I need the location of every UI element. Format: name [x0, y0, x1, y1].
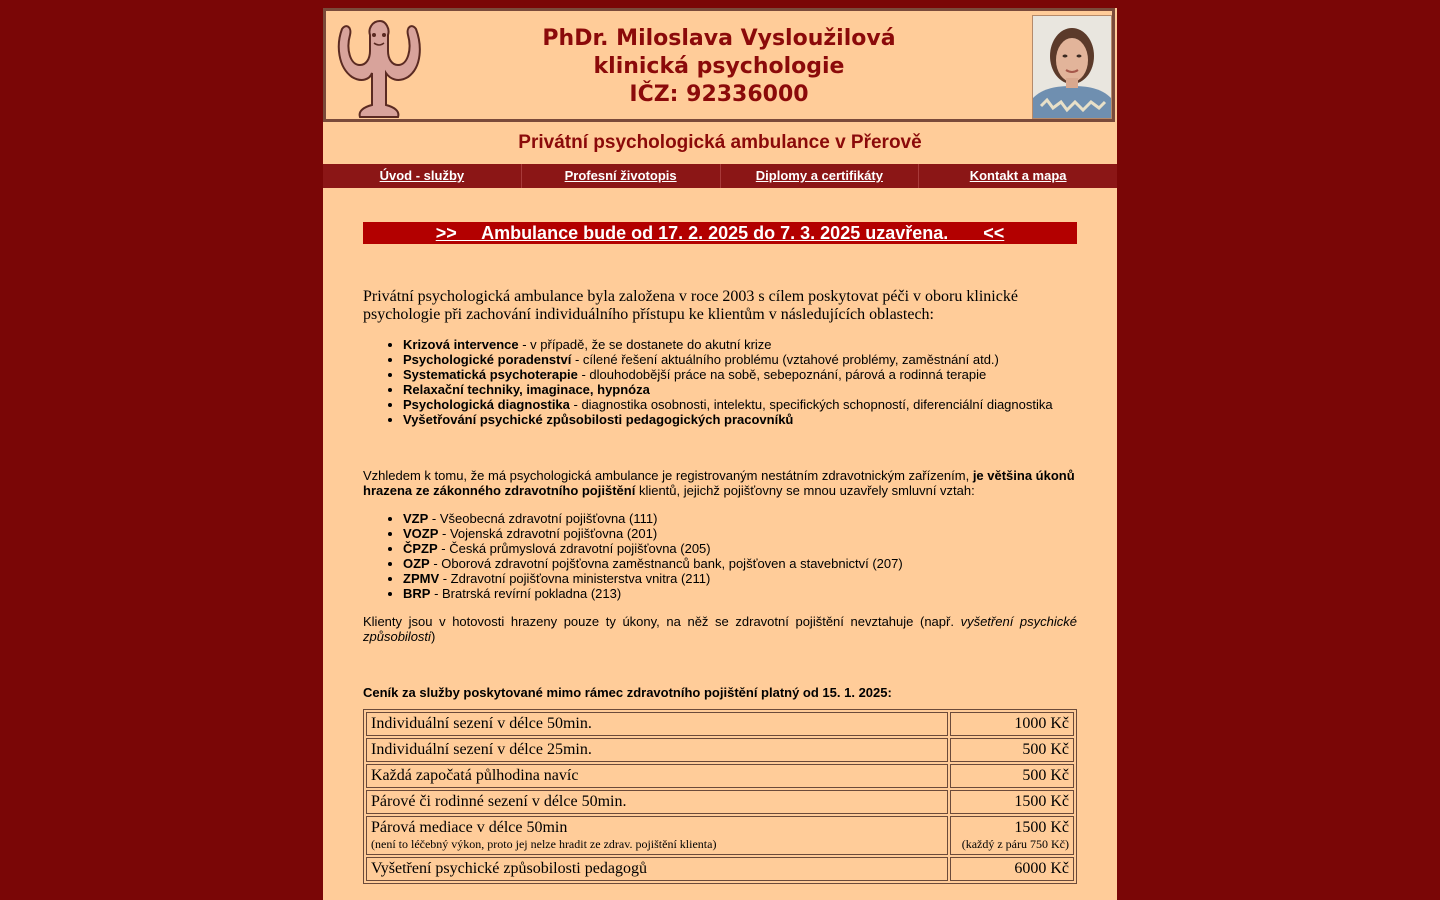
- main-navigation: [323, 164, 1117, 188]
- list-item: [403, 352, 1053, 367]
- service-desc: - diagnostika osobnosti, intelektu, specifických schopností, diferenciální diagnostika: [569, 397, 1053, 412]
- price-cell: 500 Kč: [950, 764, 1074, 788]
- service-cell: Vyšetření psychické způsobilosti pedagogů: [366, 857, 948, 881]
- service-cell: Každá započatá půlhodina navíc: [366, 764, 948, 788]
- service-cell: Individuální sezení v délce 50min.: [366, 712, 948, 736]
- list-item: [403, 367, 1053, 382]
- nav-link-profesni-zivotopis[interactable]: Profesní životopis: [521, 164, 720, 188]
- service-desc: - cílené řešení aktuálního problému (vztahové problémy, zaměstnání atd.): [571, 352, 999, 367]
- list-item: [403, 556, 903, 571]
- price-value: 1500 Kč: [1014, 819, 1069, 836]
- insurer-desc: - Oborová zdravotní pojšťovna zaměstnanců bank, pojšťoven a stavebnictví (207): [429, 556, 903, 571]
- page-subtitle: Privátní psychologická ambulance v Přerově: [518, 132, 922, 153]
- insurance-text-pre: Vzhledem k tomu, že má psychologická ambulance je registrovaným nestátním zdravotnickým zařízením,: [363, 468, 973, 483]
- insurers-list: [363, 511, 903, 601]
- list-item: [403, 526, 903, 541]
- nav-link-uvod-sluzby[interactable]: Úvod - služby: [379, 168, 465, 183]
- page-container: [323, 8, 1117, 900]
- service-cell: Párové či rodinné sezení v délce 50min.: [366, 790, 948, 814]
- price-table: [363, 709, 1077, 884]
- cash-text-italic: vyšetření psychické způsobilosti: [363, 614, 1077, 644]
- header-name: PhDr. Miloslava Vysloužilová: [542, 26, 896, 51]
- service-name: Relaxační techniky, imaginace, hypnóza: [403, 382, 650, 397]
- list-item: [403, 586, 903, 601]
- intro-text: Privátní psychologická ambulance byla založena v roce 2003 s cílem poskytovat péči v oboru klinické psychologie při zachování individuálního přístupu ke klientům v následujících oblastech:: [363, 288, 1018, 323]
- cash-text-post: ): [430, 629, 436, 644]
- cash-text-pre: Klienty jsou v hotovosti hrazeny pouze ty úkony, na něž se zdravotní pojištění nevztahuje (např.: [363, 614, 961, 629]
- list-item: [403, 337, 1053, 352]
- insurer-code: OZP: [403, 556, 430, 571]
- price-cell: 1500 Kč: [950, 790, 1074, 814]
- insurer-code: VOZP: [403, 526, 439, 541]
- list-item: [403, 571, 903, 586]
- insurer-desc: - Zdravotní pojišťovna ministerstva vnitra (211): [439, 571, 711, 586]
- service-name: Krizová intervence: [403, 337, 519, 352]
- service-name: Systematická psychoterapie: [403, 367, 578, 382]
- insurance-text-bold: je většina úkonů hrazena ze zákonného zdravotního pojištění: [363, 468, 1075, 498]
- insurer-desc: - Vojenská zdravotní pojišťovna (201): [438, 526, 658, 541]
- service-name: Párová mediace v délce 50min: [371, 819, 568, 836]
- nav-link-kontakt-mapa[interactable]: Kontakt a mapa: [918, 164, 1117, 188]
- service-name: Psychologická diagnostika: [403, 397, 570, 412]
- list-item: [403, 511, 903, 526]
- insurance-text-post: klientů, jejichž pojišťovny se mnou uzavřely smluvní vztah:: [635, 483, 975, 498]
- table-row: [366, 816, 1074, 855]
- price-cell: 1000 Kč: [950, 712, 1074, 736]
- price-note: (každý z páru 750 Kč): [961, 837, 1069, 851]
- table-row: [366, 738, 1074, 762]
- price-cell: [950, 816, 1074, 855]
- service-cell: Individuální sezení v délce 25min.: [366, 738, 948, 762]
- main-content: [363, 288, 1077, 877]
- closure-notice-link[interactable]: >> Ambulance bude od 17. 2. 2025 do 7. 3. 2025 uzavřena. <<: [363, 222, 1077, 244]
- service-cell: [366, 816, 948, 855]
- header-banner: [323, 8, 1115, 122]
- table-row: [366, 857, 1074, 881]
- pricelist-title: Ceník za služby poskytované mimo rámec zdravotního pojištění platný od 15. 1. 2025:: [363, 685, 892, 700]
- header-profession: klinická psychologie: [593, 54, 845, 79]
- cash-payment-paragraph: [363, 614, 1077, 644]
- table-row: [366, 712, 1074, 736]
- service-desc: - v případě, že se dostanete do akutní krize: [518, 337, 772, 352]
- price-cell: 6000 Kč: [950, 857, 1074, 881]
- list-item: [403, 382, 1053, 397]
- insurer-code: VZP: [403, 511, 429, 526]
- insurer-desc: - Bratrská revírní pokladna (213): [430, 586, 622, 601]
- service-note: (není to léčebný výkon, proto jej nelze hradit ze zdrav. pojištění klienta): [371, 837, 717, 851]
- list-item: [403, 412, 1053, 427]
- table-row: [366, 764, 1074, 788]
- service-name: Psychologické poradenství: [403, 352, 572, 367]
- insurer-desc: - Všeobecná zdravotní pojišťovna (111): [428, 511, 658, 526]
- service-desc: - dlouhodobější práce na sobě, sebepoznání, párová a rodinná terapie: [577, 367, 987, 382]
- services-list: [363, 337, 1053, 427]
- insurance-paragraph: [363, 468, 1077, 498]
- header-title: [326, 25, 1112, 109]
- price-cell: 500 Kč: [950, 738, 1074, 762]
- service-name: Vyšetřování psychické způsobilosti pedagogických pracovníků: [403, 412, 794, 427]
- table-row: [366, 790, 1074, 814]
- nav-link-diplomy-certifikaty[interactable]: Diplomy a certifikáty: [720, 164, 919, 188]
- insurer-code: BRP: [403, 586, 431, 601]
- insurer-code: ČPZP: [403, 541, 438, 556]
- portrait-photo: [1032, 15, 1112, 119]
- list-item: [403, 397, 1053, 412]
- insurer-desc: - Česká průmyslová zdravotní pojišťovna (205): [437, 541, 711, 556]
- header-icz: IČZ: 92336000: [629, 82, 809, 107]
- insurer-code: ZPMV: [403, 571, 440, 586]
- list-item: [403, 541, 903, 556]
